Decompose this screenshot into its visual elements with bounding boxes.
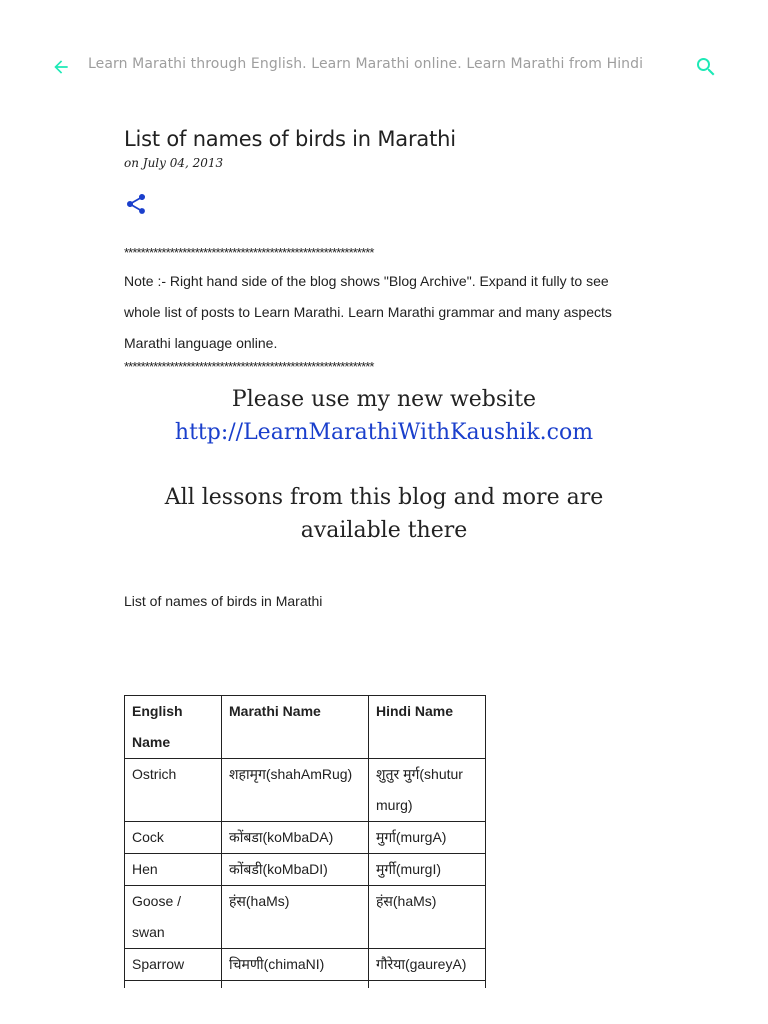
header-marathi-name: Marathi Name: [222, 696, 369, 759]
post-title: List of names of birds in Marathi: [124, 127, 456, 151]
table-row: [125, 822, 486, 854]
blog-title-link[interactable]: Learn Marathi through English. Learn Marathi online. Learn Marathi from Hindi: [88, 56, 644, 72]
cell-hindi: हंस(haMs): [369, 886, 486, 949]
divider-stars-bottom: ************************************************************: [124, 359, 374, 374]
cell-english: Sparrow: [125, 949, 222, 981]
share-icon: [124, 192, 148, 216]
table-row: [125, 949, 486, 981]
cell-hindi: मुर्गा(murgA): [369, 822, 486, 854]
list-heading: List of names of birds in Marathi: [124, 593, 323, 609]
post: [124, 124, 644, 610]
note-text: Note :- Right hand side of the blog shows "Blog Archive". Expand it fully to see whole list of posts to Learn Marathi. Learn Marathi grammar and many aspects Marathi language online.: [124, 273, 612, 351]
post-date: on July 04, 2013: [124, 156, 224, 170]
share-button[interactable]: [124, 191, 150, 217]
cell-english: Goose / swan: [125, 886, 222, 949]
bird-names-table: [124, 695, 486, 988]
cell-marathi: [222, 981, 369, 989]
cell-hindi: गौरेया(gaureyA): [369, 949, 486, 981]
cell-marathi: हंस(haMs): [222, 886, 369, 949]
cell-marathi: शहामृग(shahAmRug): [222, 759, 369, 822]
cell-english: Cock: [125, 822, 222, 854]
cell-hindi: मुर्गी(murgI): [369, 854, 486, 886]
cell-english: Hen: [125, 854, 222, 886]
cell-english: [125, 981, 222, 989]
divider-stars-top: ************************************************************: [124, 245, 374, 260]
table-row: [125, 854, 486, 886]
promo-block: [124, 383, 644, 449]
header-hindi-name: Hindi Name: [369, 696, 486, 759]
promo-availability: All lessons from this blog and more are available there: [164, 485, 604, 543]
cell-marathi: कोंबडा(koMbaDA): [222, 822, 369, 854]
table-row: [125, 759, 486, 822]
cell-english: Ostrich: [125, 759, 222, 822]
search-button[interactable]: [693, 54, 719, 80]
cell-hindi: [369, 981, 486, 989]
table-row: [125, 981, 486, 989]
back-button[interactable]: [48, 54, 74, 80]
header-english-name: English Name: [125, 696, 222, 759]
table-header-row: [125, 696, 486, 759]
promo-line: Please use my new website: [231, 387, 537, 412]
cell-marathi: चिमणी(chimaNI): [222, 949, 369, 981]
bird-table-container: [124, 695, 644, 988]
search-icon: [694, 55, 718, 79]
table-row: [125, 886, 486, 949]
cell-hindi: शुतुर मुर्ग(shutur murg): [369, 759, 486, 822]
website-link[interactable]: http://LearnMarathiWithKaushik.com: [174, 420, 594, 445]
top-bar: [0, 0, 768, 134]
arrow-left-icon: [51, 57, 71, 77]
cell-marathi: कोंबडी(koMbaDI): [222, 854, 369, 886]
